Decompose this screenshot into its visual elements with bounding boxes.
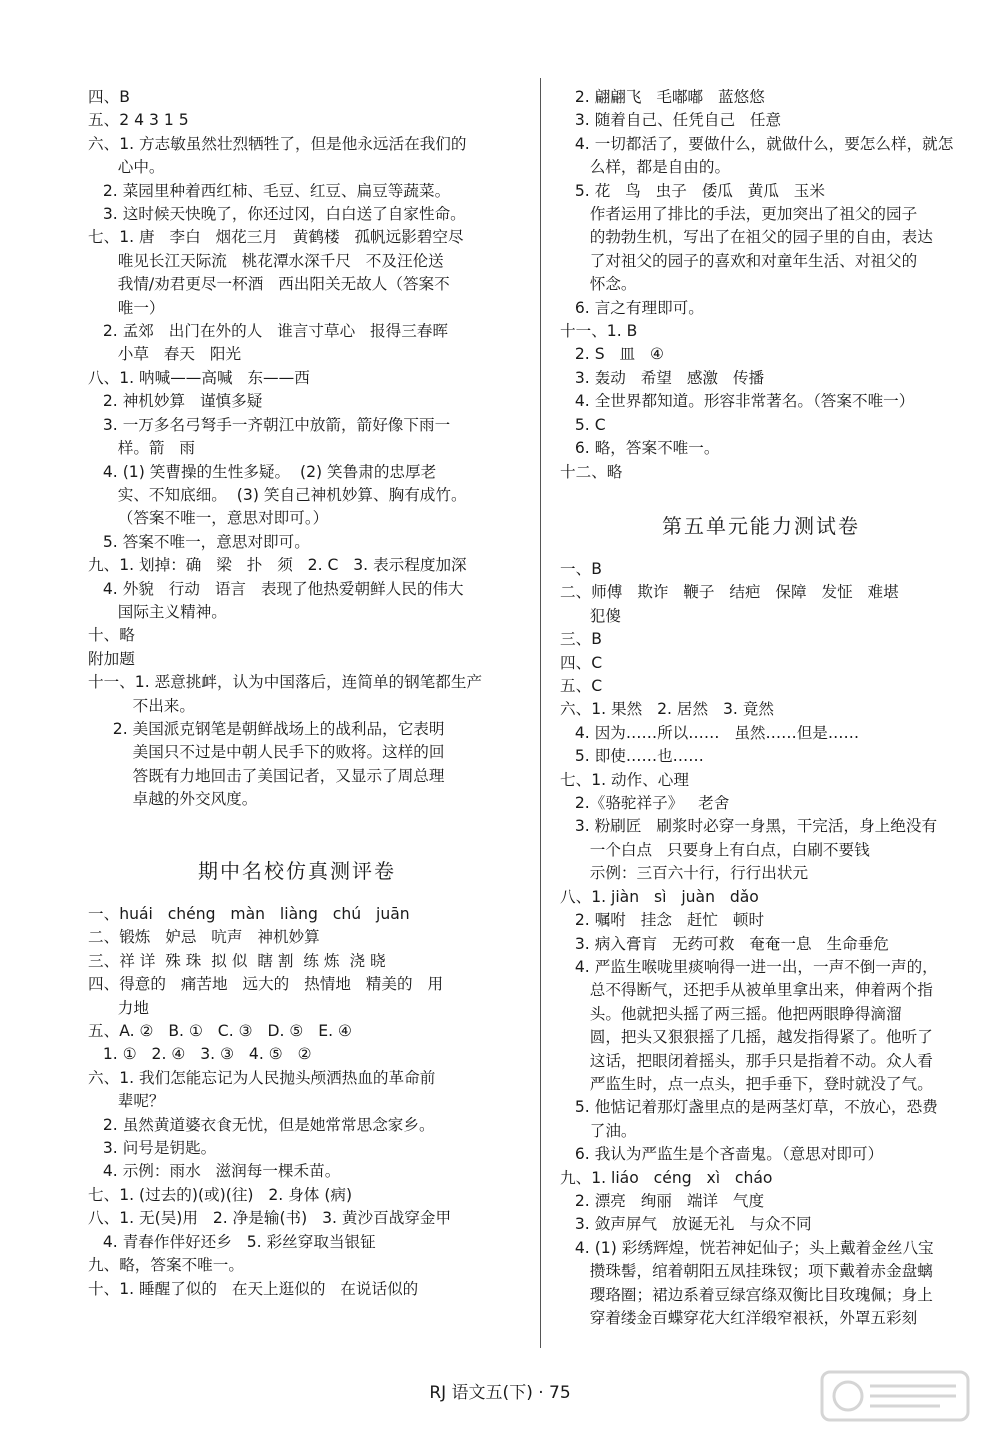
- answer-line: 4. 青春作伴好还乡 5. 彩丝穿取当银钲: [88, 1232, 376, 1251]
- answer-line: 十一、1. 恶意挑衅，认为中国落后，连简单的钢笔都生产: [88, 673, 483, 692]
- answer-line: 辈呢？: [88, 1092, 165, 1111]
- answer-line: 四、B: [88, 88, 130, 106]
- answer-line: 七、1. (过去的)(或)(往) 2. 身体 (病): [88, 1185, 353, 1204]
- answer-line: 九、1. 划掉：确 梁 扑 须 2. C 3. 表示程度加深: [88, 556, 467, 575]
- answer-line: 实、不知底细。 (3) 笑自己神机妙算、胸有成竹。: [88, 485, 467, 504]
- answer-line: 答既有力地回击了美国记者，又显示了周总理: [88, 766, 445, 785]
- answer-line: 3. 粉刷匠 刷浆时必穿一身黑，干完活，身上绝没有: [560, 817, 938, 836]
- midterm-answers-column: [88, 903, 528, 1301]
- answer-line: 圆，把头又狠狠摇了几摇，越发指得紧了。他听了: [560, 1028, 933, 1047]
- answer-line: 2. 嘱咐 挂念 赶忙 顿时: [560, 911, 765, 930]
- answer-line: 二、锻炼 妒忌 吭声 神机妙算: [88, 928, 320, 947]
- answer-line: 九、略，答案不唯一。: [88, 1256, 244, 1275]
- answer-line: 4. (1) 笑曹操的生性多疑。 (2) 笑鲁肃的忠厚老: [88, 462, 437, 481]
- page-footer: RJ 语文五(下) · 75: [429, 1383, 571, 1403]
- answer-line: 四、得意的 痛苦地 远大的 热情地 精美的 用: [88, 975, 444, 994]
- answer-line: 3. 病入膏肓 无药可救 奄奄一息 生命垂危: [560, 934, 889, 953]
- answer-line: 3. 问号是钥匙。: [88, 1139, 217, 1158]
- answer-line: 5. 他惦记着那灯盏里点的是两茎灯草，不放心，恐费: [560, 1098, 938, 1117]
- answer-line: 八、1. jiàn sì juàn dǎo: [560, 887, 759, 906]
- answer-line: 了对祖父的园子的喜欢和对童年生活、对祖父的: [560, 251, 918, 270]
- answer-line: 的勃勃生机，写出了在祖父的园子里的自由，表达: [560, 228, 933, 247]
- answer-line: 一个白点 只要身上有白点，白刷不要钱: [560, 840, 870, 859]
- answer-line: 2.《骆驼祥子》 老舍: [560, 794, 730, 813]
- answer-line: 力地: [88, 998, 149, 1017]
- midterm-answers: [88, 903, 528, 1301]
- answer-line: 2. 虽然黄道婆衣食无忧，但是她常常思念家乡。: [88, 1115, 435, 1134]
- answer-line: 十、1. 睡醒了似的 在天上逛似的 在说话似的: [88, 1279, 419, 1298]
- answer-line: 附加题: [88, 649, 135, 668]
- answer-line: 2. 漂亮 绚丽 端详 气度: [560, 1191, 765, 1210]
- answer-line: 九、1. liáo céng xì cháo: [560, 1168, 773, 1187]
- right-column: [560, 86, 960, 484]
- answer-line: 6. 言之有理即可。: [560, 298, 704, 317]
- answer-line: 1. ① 2. ④ 3. ③ 4. ⑤ ②: [88, 1045, 312, 1064]
- answer-line: 攒珠髻，绾着朝阳五凤挂珠钗；项下戴着赤金盘螭: [560, 1262, 933, 1281]
- answer-line: 三、祥 详 殊 珠 拟 似 瞎 割 练 炼 浇 晓: [88, 951, 386, 970]
- answer-line: 十二、略: [560, 462, 623, 481]
- answer-line: 了油。: [560, 1121, 637, 1140]
- midterm-answers-continued: [560, 86, 960, 484]
- answer-line: 十一、1. B: [560, 322, 638, 341]
- answer-line: 2. 孟郊 出门在外的人 谁言寸草心 报得三春晖: [88, 322, 449, 341]
- answer-line: 唯一）: [88, 298, 165, 317]
- answer-line: 六、1. 我们怎能忘记为人民抛头颅洒热血的革命前: [88, 1068, 436, 1087]
- answer-line: 严监生时，点一点头，把手垂下，登时就没了气。: [560, 1074, 933, 1093]
- answer-line: 6. 我认为严监生是个吝啬鬼。（意思对即可）: [560, 1145, 884, 1164]
- answer-line: 五、2 4 3 1 5: [88, 111, 189, 130]
- answer-line: 5. 即使……也……: [560, 747, 704, 766]
- answer-line: 唯见长江天际流 桃花潭水深千尺 不及汪伦送: [88, 251, 444, 270]
- answer-line: 2. 神机妙算 谨慎多疑: [88, 392, 263, 411]
- unit4-answers: [88, 86, 528, 812]
- left-column: [88, 86, 528, 812]
- answer-line: 不出来。: [88, 696, 195, 715]
- answer-line: 璎珞圈；裙边系着豆绿宫绦双衡比目玫瑰佩；身上: [560, 1285, 933, 1304]
- answer-line: 一、huái chéng màn liàng chú juān: [88, 905, 410, 923]
- answer-line: 犯傻: [560, 606, 621, 625]
- answer-line: 4. 一切都活了，要做什么，就做什么，要怎么样，就怎: [560, 134, 954, 153]
- unit5-title: 第五单元能力测试卷: [662, 514, 860, 538]
- unit5-answers-column: [560, 558, 960, 1330]
- answer-line: 小草 春天 阳光: [88, 345, 242, 364]
- answer-line: 2. 菜园里种着西红柿、毛豆、红豆、扁豆等蔬菜。: [88, 181, 451, 200]
- answer-line: 一、B: [560, 560, 602, 578]
- answer-line: 头。他就把头摇了两三摇。他把两眼睁得滴溜: [560, 1004, 902, 1023]
- answer-line: 八、1. 无(吴)用 2. 净是输(书) 3. 黄沙百战穿金甲: [88, 1209, 452, 1228]
- answer-line: 美国只不过是中朝人民手下的败将。这样的回: [88, 743, 445, 762]
- answer-line: 4. 因为……所以…… 虽然……但是……: [560, 723, 860, 742]
- midterm-title: 期中名校仿真测评卷: [198, 859, 396, 883]
- column-divider: [540, 78, 541, 1348]
- answer-line: 三、B: [560, 630, 602, 649]
- answer-line: 八、1. 呐喊——高喊 东——西: [88, 368, 310, 387]
- answer-line: 5. C: [560, 415, 606, 434]
- watermark-logo: [820, 1368, 970, 1424]
- answer-line: 3. 一万多名弓弩手一齐朝江中放箭，箭好像下雨一: [88, 415, 451, 434]
- answer-line: 4. (1) 彩绣辉煌，恍若神妃仙子；头上戴着金丝八宝: [560, 1238, 934, 1257]
- answer-line: 七、1. 动作、心理: [560, 770, 689, 789]
- answer-line: 6. 略，答案不唯一。: [560, 439, 720, 458]
- answer-line: 这话，把眼闭着摇头，那手只是指着不动。众人看: [560, 1051, 933, 1070]
- answer-line: 心中。: [88, 158, 165, 177]
- answer-line: 2. 美国派克钢笔是朝鲜战场上的战利品，它表明: [88, 719, 445, 738]
- answer-line: 4. 外貌 行动 语言 表现了他热爱朝鲜人民的伟大: [88, 579, 464, 598]
- answer-line: 4. 全世界都知道。形容非常著名。（答案不唯一）: [560, 392, 915, 411]
- answer-line: 3. 敛声屏气 放诞无礼 与众不同: [560, 1215, 812, 1234]
- answer-line: 总不得断气，还把手从被单里拿出来，伸着两个指: [560, 981, 933, 1000]
- answer-line: 3. 轰动 希望 感激 传播: [560, 368, 765, 387]
- answer-line: 穿着缕金百蝶穿花大红洋缎窄裉袄，外罩五彩刻: [560, 1309, 918, 1327]
- answer-line: 示例：三百六十行，行行出状元: [560, 864, 809, 883]
- answer-line: 样。箭 雨: [88, 439, 195, 458]
- answer-line: 么样，都是自由的。: [560, 158, 731, 177]
- answer-line: 六、1. 方志敏虽然壮烈牺牲了，但是他永远活在我们的: [88, 134, 467, 153]
- answer-line: 十、略: [88, 626, 135, 645]
- answer-line: （答案不唯一，意思对即可。）: [88, 509, 329, 528]
- answer-line: 5. 答案不唯一，意思对即可。: [88, 532, 310, 551]
- answer-line: 五、C: [560, 677, 603, 696]
- answer-line: 2. S 皿 ④: [560, 345, 664, 364]
- unit5-answers: [560, 558, 960, 1330]
- answer-line: 4. 示例：雨水 滋润每一棵禾苗。: [88, 1162, 341, 1181]
- answer-line: 二、师傅 欺诈 鞭子 结疤 保障 发怔 难堪: [560, 583, 899, 602]
- answer-line: 3. 这时候天快晚了，你还过冈，白白送了自家性命。: [88, 205, 466, 224]
- answer-line: 我情/劝君更尽一杯酒 西出阳关无故人（答案不: [88, 275, 450, 294]
- answer-line: 作者运用了排比的手法，更加突出了祖父的园子: [560, 205, 918, 224]
- answer-line: 五、A. ② B. ① C. ③ D. ⑤ E. ④: [88, 1022, 352, 1041]
- answer-line: 2. 翩翩飞 毛嘟嘟 蓝悠悠: [560, 88, 765, 106]
- answer-line: 七、1. 唐 李白 烟花三月 黄鹤楼 孤帆远影碧空尽: [88, 228, 464, 247]
- answer-line: 六、1. 果然 2. 居然 3. 竟然: [560, 700, 774, 719]
- answer-line: 3. 随着自己、任凭自己 任意: [560, 111, 782, 130]
- answer-line: 卓越的外交风度。: [88, 790, 258, 809]
- answer-line: 5. 花 鸟 虫子 倭瓜 黄瓜 玉米: [560, 181, 825, 200]
- answer-line: 怀念。: [560, 275, 637, 294]
- answer-line: 国际主义精神。: [88, 602, 227, 621]
- answer-line: 四、C: [560, 653, 603, 672]
- answer-line: 4. 严监生喉咙里痰响得一进一出，一声不倒一声的，: [560, 957, 938, 976]
